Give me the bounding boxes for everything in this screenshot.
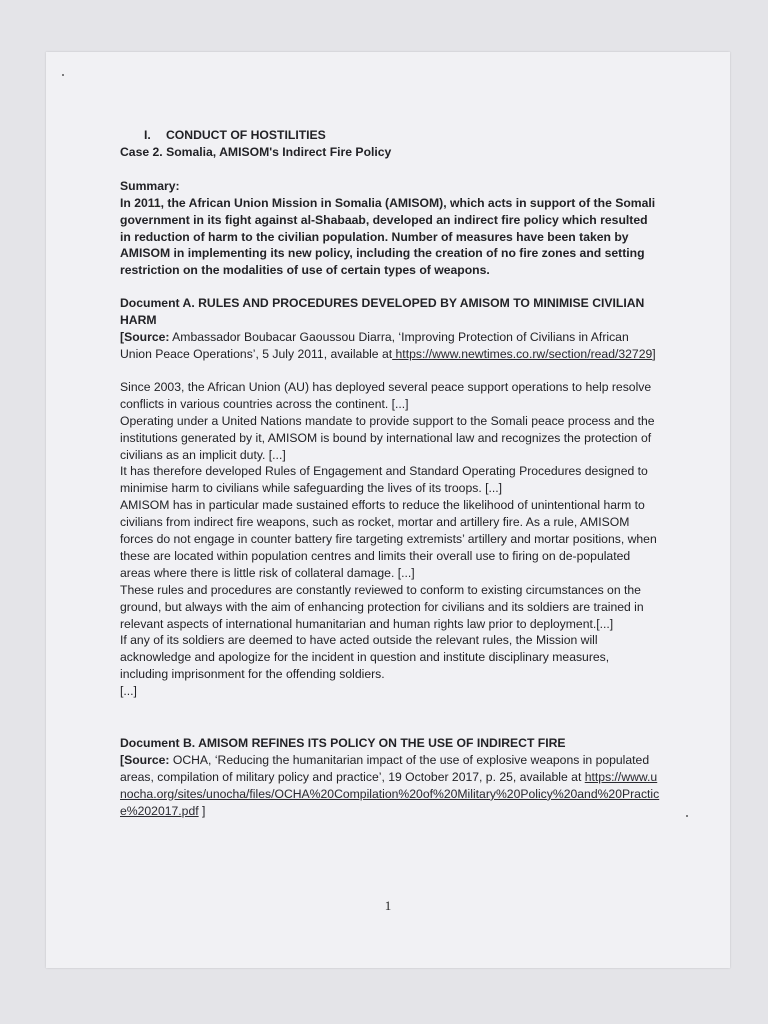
page-number: 1 — [384, 898, 392, 913]
summary-text: In 2011, the African Union Mission in Somalia (AMISOM), which acts in support of the Somali government in its fight against al-Shabaab, developed an indirect fire policy which resulted in reduction of harm to the civilian population. Number of measures have been taken by AMISOM in implementing its new policy, including the creation of no fire zones and setting restriction on the modalities of use of certain types of weapons. — [120, 195, 656, 278]
document-body — [120, 127, 660, 820]
case-title: Case 2. Somalia, AMISOM's Indirect Fire Policy — [120, 144, 392, 159]
document-a-paragraph: Operating under a United Nations mandate to provide support to the Somali peace process and the institutions generated by it, AMISOM is bound by international law and recognizes the protection of civilians as an implicit duty. [...] — [120, 413, 655, 462]
document-a-source: [Source: Ambassador Boubacar Gaoussou Diarra, ‘Improving Protection of Civilians in African Union Peace Operations’, 5 July 2011, available at https://www.newtimes.co.rw/section/read/32729] — [120, 330, 656, 361]
document-a-paragraph: It has therefore developed Rules of Engagement and Standard Operating Procedures designed to minimise harm to civilians while safeguarding the lives of its troops. [...] — [120, 464, 648, 496]
document-a-paragraph: These rules and procedures are constantly reviewed to conform to existing circumstances on the ground, but always with the aim of enhancing protection for civilians and its soldiers are trained in relevant aspects of international humanitarian and human rights law prior to deployment.[...] — [120, 582, 644, 631]
document-a-paragraph: AMISOM has in particular made sustained efforts to reduce the likelihood of unintentional harm to civilians from indirect fire weapons, such as rocket, mortar and artillery fire. As a rule, AMISOM forces do not engage in counter battery fire targeting extremists’ artillery and mortar positions, when these are located within population centres and limits their overall use to firing on de-populated areas where there is little risk of collateral damage. [...] — [120, 498, 657, 580]
document-a-title: Document A. RULES AND PROCEDURES DEVELOPED BY AMISOM TO MINIMISE CIVILIAN HARM — [120, 296, 645, 328]
source-label: Source: — [124, 753, 170, 767]
document-b-title: Document B. AMISOM REFINES ITS POLICY ON THE USE OF INDIRECT FIRE — [120, 736, 566, 751]
document-a-paragraph: Since 2003, the African Union (AU) has deployed several peace support operations to help resolve conflicts in various countries across the continent. [...] — [120, 379, 652, 411]
source-link[interactable]: https://www.newtimes.co.rw/section/read/32729 — [392, 346, 653, 361]
source-text: Ambassador Boubacar Gaoussou Diarra, ‘Improving Protection of Civilians in African Union Peace Operations’, 5 July 2011, available at — [120, 330, 629, 361]
document-a-ellipsis: [...] — [120, 684, 137, 699]
scan-speck — [686, 815, 688, 817]
document-page — [46, 52, 730, 968]
source-label: Source: — [124, 330, 170, 345]
section-heading — [120, 127, 660, 144]
source-link[interactable]: https://www.unocha.org/sites/unocha/files/OCHA%20Compilation%20of%20Military%20Policy%20and%20Practice%202017.pdf — [120, 769, 660, 818]
scan-speck — [62, 74, 64, 76]
section-number: I. — [144, 128, 151, 142]
section-title: CONDUCT OF HOSTILITIES — [166, 128, 326, 142]
document-b-source: [Source: OCHA, ‘Reducing the humanitarian impact of the use of explosive weapons in populated areas, compilation of military policy and practice’, 19 October 2017, p. 25, available at https://www.unocha.org/sites/unocha/files/OCHA%20Compilation%20of%20Military%20Policy%20and%20Practice%202017.pdf ] — [120, 753, 660, 818]
source-text: OCHA, ‘Reducing the humanitarian impact of the use of explosive weapons in populated areas, compilation of military policy and practice’, 19 October 2017, p. 25, available at — [120, 753, 650, 784]
document-a-paragraph: If any of its soldiers are deemed to have acted outside the relevant rules, the Mission will acknowledge and apologize for the incident in question and institute disciplinary measures, including imprisonment for the offending soldiers. — [120, 633, 610, 682]
summary-label: Summary: — [120, 178, 180, 193]
